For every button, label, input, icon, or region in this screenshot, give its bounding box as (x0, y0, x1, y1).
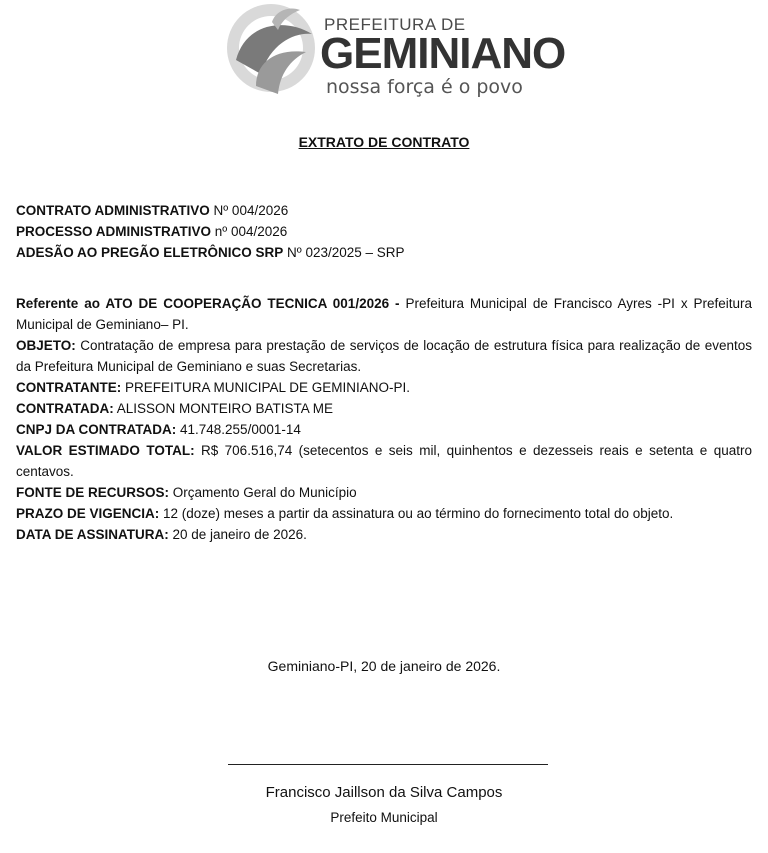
signature-line (228, 764, 548, 765)
prazo-line (16, 503, 752, 524)
field-value: Prefeitura Municipal de Francisco Ayres -PI x Prefeitura Municipal de Geminiano– PI. (16, 296, 753, 332)
field-value: Orçamento Geral do Município (169, 485, 357, 500)
logo-wordmark (320, 0, 566, 112)
field-label: DATA DE ASSINATURA: (16, 527, 169, 542)
field-value: ALISSON MONTEIRO BATISTA ME (113, 401, 334, 416)
field-value: 41.748.255/0001-14 (176, 422, 301, 437)
signatory-name: Francisco Jaillson da Silva Campos (265, 784, 503, 801)
field-value: 12 (doze) meses a partir da assinatura ou ao término do fornecimento total do objeto. (159, 506, 674, 521)
logo-line-prefeitura: PREFEITURA DE (324, 15, 466, 34)
field-label: CONTRATADA: (16, 401, 114, 416)
field-label: Referente ao ATO DE COOPERAÇÃO TECNICA 001/2026 - (16, 296, 400, 311)
contract-header (16, 200, 752, 263)
field-label: OBJETO: (16, 338, 76, 353)
data-assinatura-line (16, 524, 752, 545)
contract-number-line (16, 200, 752, 221)
cnpj-line (16, 419, 752, 440)
referente-paragraph (16, 293, 752, 335)
field-label: PRAZO DE VIGENCIA: (16, 506, 160, 521)
field-value: Nº 004/2026 (209, 203, 289, 218)
field-value: PREFEITURA MUNICIPAL DE GEMINIANO-PI. (121, 380, 411, 395)
objeto-paragraph (16, 335, 752, 377)
municipal-logo (216, 0, 566, 112)
logo-line-geminiano: GEMINIANO (320, 29, 566, 78)
field-value: nº 004/2026 (211, 224, 288, 239)
fonte-line (16, 482, 752, 503)
adesao-line (16, 242, 752, 263)
field-value: Nº 023/2025 – SRP (283, 245, 405, 260)
field-label: CONTRATANTE: (16, 380, 122, 395)
field-label: CONTRATO ADMINISTRATIVO (16, 203, 210, 218)
field-value: Contratação de empresa para prestação de serviços de locação de estrutura física para realização de eventos da Prefeitura Municipal de Geminiano e suas Secretarias. (16, 338, 752, 374)
signatory-role: Prefeito Municipal (330, 810, 438, 825)
logo-slogan: nossa força é o povo (326, 76, 523, 98)
valor-paragraph (16, 440, 752, 482)
field-value: R$ 706.516,74 (setecentos e seis mil, quinhentos e dezesseis reais e setenta e quatro centavos. (16, 443, 752, 479)
place-date: Geminiano-PI, 20 de janeiro de 2026. (267, 658, 501, 674)
field-label: PROCESSO ADMINISTRATIVO (16, 224, 212, 239)
field-value: 20 de janeiro de 2026. (168, 527, 307, 542)
process-number-line (16, 221, 752, 242)
contratada-line (16, 398, 752, 419)
field-label: FONTE DE RECURSOS: (16, 485, 170, 500)
logo-emblem-icon (216, 0, 326, 112)
contratante-line (16, 377, 752, 398)
document-title: EXTRATO DE CONTRATO (298, 134, 470, 150)
field-label: VALOR ESTIMADO TOTAL: (16, 443, 195, 458)
field-label: CNPJ DA CONTRATADA: (16, 422, 177, 437)
contract-details (16, 293, 752, 545)
field-label: ADESÃO AO PREGÃO ELETRÔNICO SRP (16, 245, 284, 260)
